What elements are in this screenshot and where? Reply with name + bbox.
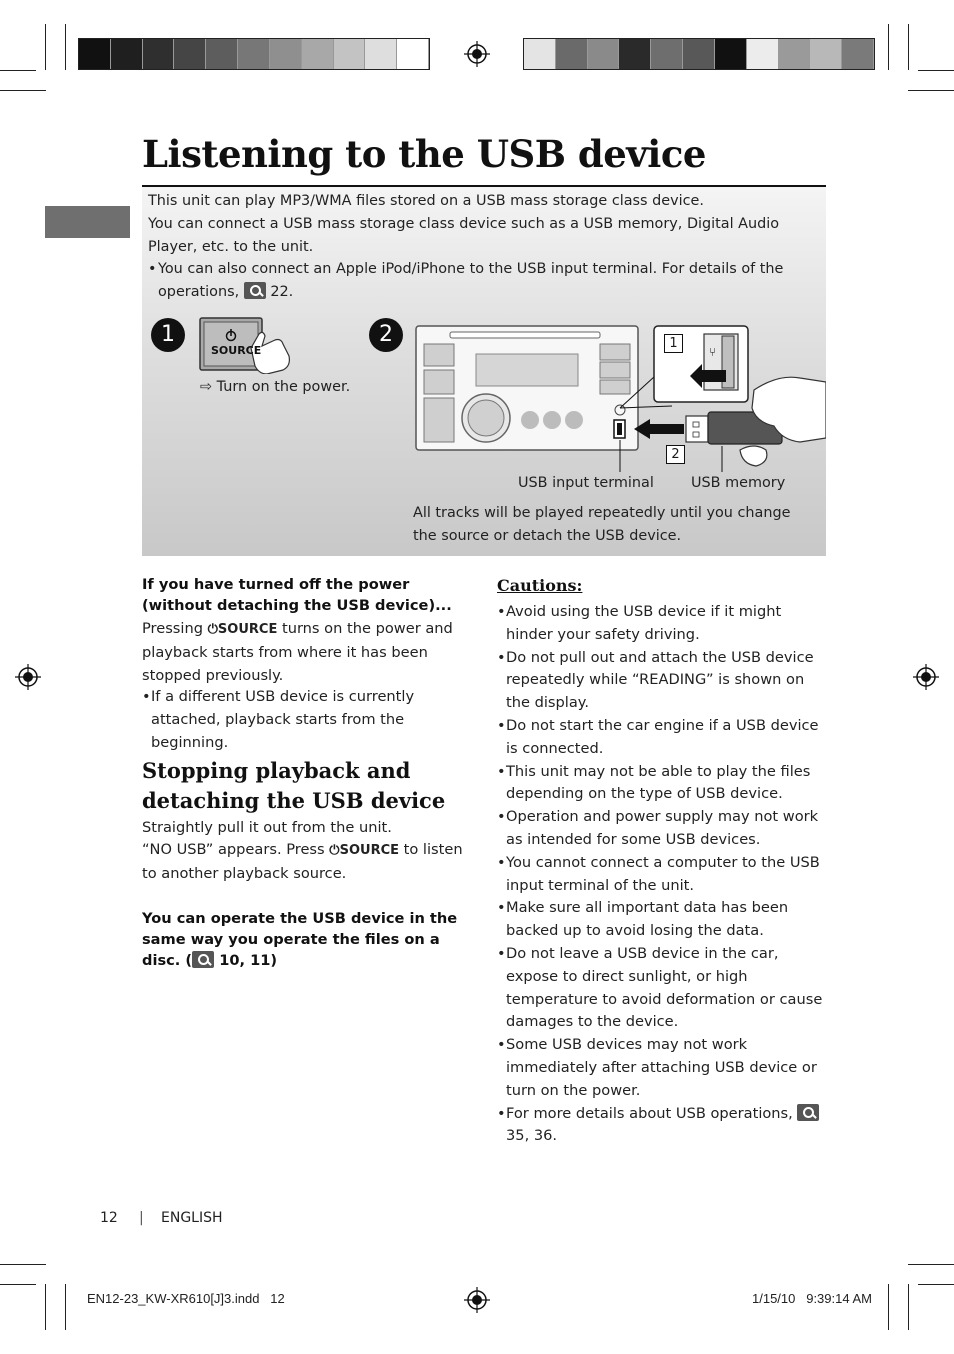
color-calibration-bar-left <box>78 38 430 70</box>
color-swatch <box>810 39 842 69</box>
usb-memory-label: USB memory <box>691 475 786 491</box>
last-item-pre: For more details about USB operations, <box>506 1104 793 1122</box>
callout-1-box: 1 <box>664 334 683 353</box>
list-item: • Operation and power supply may not work as intended for some USB devices. <box>497 806 827 852</box>
registration-mark-icon <box>464 1287 490 1313</box>
step-1-number: 1 <box>151 318 185 352</box>
list-item: • Avoid using the USB device if it might hinder your safety driving. <box>497 601 827 647</box>
color-swatch <box>238 39 270 69</box>
reference-magnifier-icon <box>192 951 214 968</box>
footer-language: ENGLISH <box>161 1210 223 1226</box>
cautions-heading: Cautions: <box>497 576 583 595</box>
list-item: • Make sure all important data has been backed up to avoid losing the data. <box>497 897 827 943</box>
reference-magnifier-icon <box>797 1104 819 1121</box>
color-swatch <box>747 39 779 69</box>
list-item: • Some USB devices may not work immediately after attaching USB device or turn on the power. <box>497 1034 827 1102</box>
intro-bullet-ref: 22. <box>270 284 294 300</box>
last-item-ref: 35, 36. <box>506 1127 558 1145</box>
stop-line2-pre: “NO USB” appears. Press <box>142 841 325 858</box>
color-swatch <box>334 39 366 69</box>
color-swatch <box>588 39 620 69</box>
power-off-paragraph <box>142 618 477 687</box>
crop-mark <box>908 1264 954 1265</box>
color-swatch <box>683 39 715 69</box>
color-swatch <box>206 39 238 69</box>
page-number: 12 <box>100 1210 118 1226</box>
color-swatch <box>111 39 143 69</box>
power-off-post: turns on the power and playback starts from where it has been stopped previously. <box>142 620 453 684</box>
list-item: • Do not pull out and attach the USB device repeatedly while “READING” is shown on the display. <box>497 647 827 715</box>
head-unit-illustration <box>414 322 826 472</box>
section-tab <box>45 206 130 238</box>
turn-on-caption <box>200 376 350 399</box>
power-off-bullet-text: If a different USB device is currently attached, playback starts from the beginning. <box>151 688 415 751</box>
color-swatch <box>715 39 747 69</box>
print-timestamp: 1/15/10 9:39:14 AM <box>752 1291 872 1306</box>
crop-mark <box>908 1284 909 1330</box>
turn-on-text: Turn on the power. <box>216 379 351 395</box>
list-item: • This unit may not be able to play the files depending on the type of USB device. <box>497 761 827 807</box>
crop-mark <box>918 70 954 71</box>
color-swatch <box>365 39 397 69</box>
bullet-mark: • <box>142 688 151 705</box>
registration-mark-icon <box>913 664 939 690</box>
reference-magnifier-icon <box>244 282 266 299</box>
color-swatch <box>524 39 556 69</box>
stop-paragraph <box>142 839 472 886</box>
list-item: • You cannot connect a computer to the USB input terminal of the unit. <box>497 852 827 898</box>
operate-paragraph <box>142 908 477 971</box>
intro-bullet-text: You can also connect an Apple iPod/iPhone to the USB input terminal. For details of the operations, <box>158 261 784 300</box>
crop-mark <box>888 1284 889 1330</box>
step-2-number: 2 <box>369 318 403 352</box>
color-swatch <box>842 39 874 69</box>
crop-mark <box>0 1284 36 1285</box>
arrow-right-icon: ⇨ <box>200 379 213 395</box>
registration-mark-icon <box>464 41 490 67</box>
color-swatch <box>302 39 334 69</box>
source-word: SOURCE <box>217 622 278 637</box>
list-item: • Do not start the car engine if a USB device is connected. <box>497 715 827 761</box>
crop-mark <box>0 90 46 91</box>
crop-mark <box>908 90 954 91</box>
color-swatch <box>619 39 651 69</box>
power-off-heading: If you have turned off the power (without detaching the USB device)... <box>142 576 452 614</box>
source-word: SOURCE <box>339 843 399 858</box>
color-swatch <box>270 39 302 69</box>
power-off-pre: Pressing <box>142 620 203 637</box>
crop-mark <box>0 1264 46 1265</box>
power-source-icon: ⏻ <box>207 622 218 637</box>
file-slug: EN12-23_KW-XR610[J]3.indd 12 <box>87 1291 285 1306</box>
registration-mark-icon <box>15 664 41 690</box>
operate-pre: You can operate the USB device in the same way you operate the files on a disc. ( <box>142 910 458 969</box>
crop-mark <box>45 24 46 70</box>
power-off-bullet <box>142 686 472 754</box>
intro-line-1: This unit can play MP3/WMA files stored on a USB mass storage class device. <box>148 193 704 209</box>
color-swatch <box>143 39 175 69</box>
stopping-playback-heading: Stopping playback and detaching the USB device <box>142 758 446 813</box>
bullet-mark: • <box>148 261 157 277</box>
callout-2-box: 2 <box>666 445 685 464</box>
source-button-label: SOURCE <box>211 344 262 357</box>
crop-mark <box>65 24 66 70</box>
power-source-icon: ⏻ <box>329 843 340 858</box>
color-swatch <box>79 39 111 69</box>
operate-ref: 10, 11) <box>219 952 278 969</box>
crop-mark <box>918 1284 954 1285</box>
stop-line2-post: to listen to another playback source. <box>142 841 463 882</box>
footer-separator: | <box>139 1210 144 1226</box>
color-calibration-bar-right <box>523 38 875 70</box>
page-title: Listening to the USB device <box>142 132 706 176</box>
crop-mark <box>65 1284 66 1330</box>
crop-mark <box>888 24 889 70</box>
svg-text:⑂: ⑂ <box>709 345 717 359</box>
crop-mark <box>0 70 36 71</box>
all-tracks-caption: All tracks will be played repeatedly until you change the source or detach the USB device. <box>413 505 791 544</box>
list-item: • Do not leave a USB device in the car, expose to direct sunlight, or high temperature to avoid deformation or cause damages to the device. <box>497 943 827 1034</box>
crop-mark <box>908 24 909 70</box>
color-swatch <box>397 39 429 69</box>
color-swatch <box>651 39 683 69</box>
intro-line-2: You can connect a USB mass storage class device such as a USB memory, Digital Audio Player, etc. to the unit. <box>148 216 780 255</box>
cautions-list <box>497 601 827 1148</box>
usb-input-terminal-label: USB input terminal <box>518 475 654 491</box>
list-item <box>497 1103 827 1149</box>
stop-line-1: Straightly pull it out from the unit. <box>142 819 392 836</box>
color-swatch <box>174 39 206 69</box>
intro-bullet <box>148 258 788 304</box>
crop-mark <box>45 1284 46 1330</box>
color-swatch <box>556 39 588 69</box>
color-swatch <box>779 39 811 69</box>
